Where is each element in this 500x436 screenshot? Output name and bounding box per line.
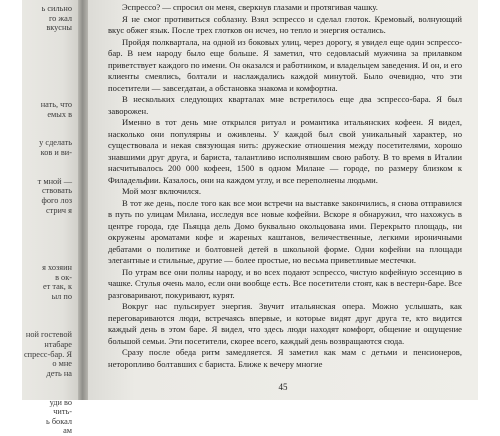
- paragraph: Мой мозг включился.: [122, 186, 202, 196]
- left-page-line: у сделать: [39, 138, 72, 148]
- left-page: [22, 0, 80, 436]
- left-page-line: о мне: [52, 359, 72, 369]
- left-page-line: чить-: [53, 407, 72, 417]
- paragraph: По утрам все они полны народу, и во всех подают эспрессо, чистую кофейную эссенцию в чашке. Стулья очень мало, если они вообще есть. Все посетители стоят, как в вестерн-баре. Все разговаривают, покуривают, курят.: [108, 266, 462, 300]
- paragraph: Именно в тот день мне открылся ритуал и романтика итальянских кофеен. Я видел, насколько они популярны и оживлены. У каждой был свой уникальный характер, но существовала и некая связующая нить: дружеские отношения между посетителями, хорошо знавшими друг друга, и бариста, талантливо исполнявшим свою работу. В то время в Италии насчитывалось 200 000 кофеен, 1500 в одном Милане — городе, по размеру близком к Филадельфии. Казалось, они на каждом углу, и все переполнены людьми.: [108, 117, 462, 185]
- paragraph: Пройдя полквартала, на одной из боковых улиц, через дорогу, я увидел еще один эспрессо-бар. В нем народу было еще больше. Я заметил, что седовласый мужчина за прилавком приветствует каждого по имени. Он оказался и работником, и владельцем заведения. И он, и его клиенты смеялись, болтали и наслаждались каждой минутой. Было очевидно, что эти посетители — завсегдатаи, а обстановка знакома и комфортна.: [108, 36, 462, 93]
- paragraph: В тот же день, после того как все мои встречи на выставке закончились, я снова отправился в путь по улицам Милана, исследуя все новые кофейни. Вскоре я обнаружил, что нахожусь в центре города, где Пьяцца дель Домо буквально окольцована ими. Перекрыто площадь, ни окружены ароматами кофе и жареных каштанов, величественные, легкими ироничными дебатами о политике и болтовней детей в школьной форме. Одни кофейни на площади элегантные и стильные, другие — более простые, но весьма приветливые местечки.: [108, 197, 462, 265]
- paragraph: Я не смог противиться соблазну. Взял эспрессо и сделал глоток. Кремовый, волнующий вкус обжег язык. После трех глотков он исчез, но тепло и энергия остались.: [108, 13, 462, 35]
- left-page-line: деть на: [46, 368, 72, 378]
- left-page-line: ков и ви-: [40, 148, 72, 157]
- paragraph: В нескольких следующих кварталах мне встретилось еще два эспрессо-бара. Я был заворожен.: [108, 94, 462, 116]
- left-page-line: нать, что: [40, 100, 72, 109]
- left-page-line: я хозяин: [42, 263, 72, 273]
- left-page-line: емых в: [47, 109, 72, 119]
- left-page-line: в ок-: [55, 272, 72, 282]
- book-gutter: [78, 0, 88, 400]
- left-page-line: ыл по: [51, 292, 72, 301]
- left-page-line: спресс-бар. Я: [23, 349, 72, 359]
- left-page-line: т мной —: [37, 176, 72, 186]
- book-spread: [22, 0, 478, 436]
- left-page-line: вкусны: [46, 23, 72, 33]
- left-page-line: ь сильно: [41, 4, 72, 13]
- left-page-line: стрич я: [45, 205, 72, 215]
- page-number: 45: [278, 382, 288, 392]
- left-page-line: го жал: [48, 13, 72, 23]
- paragraph: Эспрессо? — спросил он меня, сверкнув глазами и протягивая чашку.: [122, 2, 378, 12]
- left-page-line: нтабаре: [44, 340, 72, 349]
- left-page-line: ь бокал: [45, 416, 72, 426]
- paragraph: Сразу после обеда ритм замедляется. Я заметил как мам с детьми и пенсионеров, неторопливо болтавших с бариста. Ближе к вечеру многие: [108, 347, 462, 369]
- right-page: [88, 0, 478, 400]
- left-page-line: ам: [63, 426, 72, 436]
- left-page-line: ной гостевой: [25, 330, 72, 340]
- left-page-line: фого лоз: [41, 196, 72, 205]
- left-page-line: ет так, к: [42, 282, 72, 292]
- left-page-line: уди во: [49, 397, 72, 407]
- paragraph: Вокруг нас пульсирует энергия. Звучит итальянская опера. Можно услышать, как переговариваются люди, встречаясь впервые, и которые видят друг друга те, кто видится каждый день в этом баре. Я видел, что здесь люди находят комфорт, общение и ощущение большой семьи. Эти посетители, скорее всего, каждый день возвращаются сюда.: [108, 301, 462, 346]
- left-page-line: ствовать: [41, 186, 72, 196]
- page-text: [108, 2, 462, 370]
